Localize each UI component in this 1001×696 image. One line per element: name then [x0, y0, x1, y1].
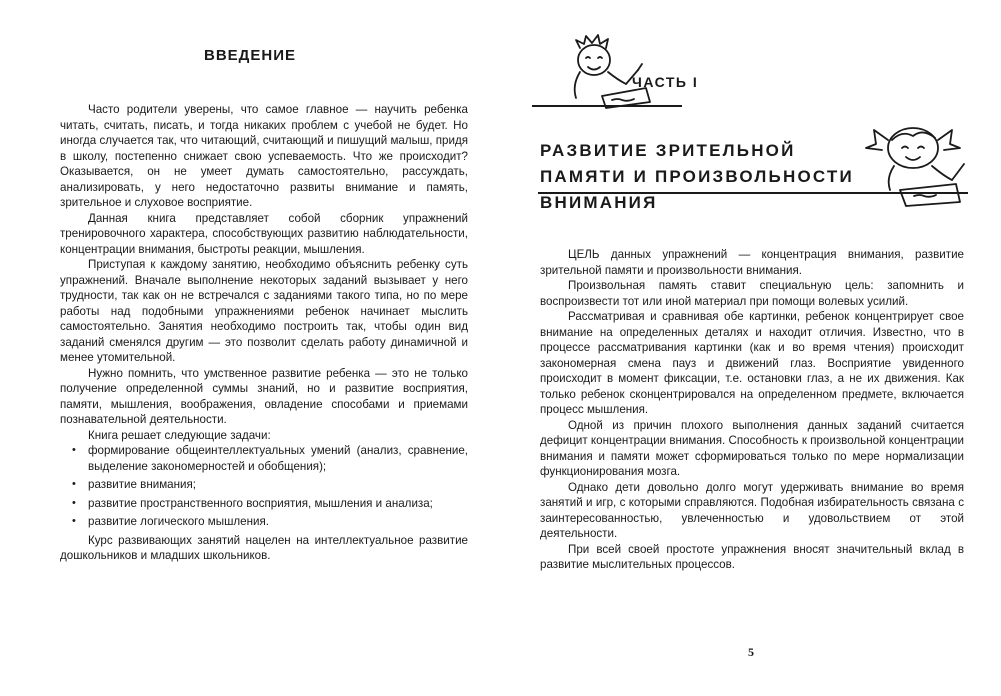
chapter-paragraph: Однако дети довольно долго могут удерживать внимание во время занятий и игр, с которыми справляются. Подобная избирательность связана с заинтересованностью, увлеченностью и удовольствием от этой деятельности.	[540, 480, 964, 540]
chapter-paragraph: Произвольная память ставит специальную цель: запомнить и воспроизвести тот или иной материал при помощи волевых усилий.	[540, 279, 964, 308]
boy-writing-icon	[542, 30, 662, 110]
list-item	[60, 443, 468, 474]
task-text: развитие пространственного восприятия, мышления и анализа;	[88, 496, 433, 510]
part-label: ЧАСТЬ I	[632, 74, 699, 90]
task-text: развитие внимания;	[88, 478, 197, 491]
list-item	[60, 496, 468, 512]
bullet-icon: •	[72, 515, 76, 527]
bullet-icon: •	[72, 496, 76, 509]
part-header	[522, 30, 982, 110]
task-text: развитие логического мышления.	[88, 515, 269, 528]
chapter-paragraph: ЦЕЛЬ данных упражнений — концентрация внимания, развитие зрительной памяти и произвольности внимания.	[540, 248, 964, 277]
list-item	[60, 514, 468, 530]
page-number: 5	[748, 645, 754, 659]
closing-paragraph: Курс развивающих занятий нацелен на интеллектуальное развитие дошкольников и младших школьников.	[60, 533, 468, 562]
intro-paragraph: Приступая к каждому занятию, необходимо объяснить ребенку суть упражнений. Вначале выполнение некоторых заданий вызывает у него трудности, так как он не встречался с заданиями такого типа, но по мере работы над подобными упражнениями ребенок начинает мыслить самостоятельно. Занятия необходимо построить так, чтобы один вид заданий сменялся другим — это позволит сделать работу динамичной и менее утомительной.	[60, 258, 468, 364]
intro-paragraph: Часто родители уверены, что самое главное — научить ребенка читать, считать, писать, и тогда никаких проблем с учебой не будет. Но иногда случается так, что читающий, считающий и пишущий малыш, придя в школу, постепенно снижает свою успеваемость. Что же происходит? Оказывается, он не умеет думать самостоятельно, рассуждать, анализировать, у него недостаточно развиты внимание и память, зрительное и слуховое восприятие.	[60, 103, 468, 209]
introduction-title: ВВЕДЕНИЕ	[204, 47, 296, 64]
chapter-title: РАЗВИТИЕ ЗРИТЕЛЬНОЙ ПАМЯТИ И ПРОИЗВОЛЬНОСТИ ВНИМАНИЯ	[540, 141, 854, 212]
chapter-paragraph: Рассматривая и сравнивая обе картинки, ребенок концентрирует свое внимание на определенных деталях и находит отличия. Известно, что в процессе рассматривания картинки (как и во время чтения) происходит закономерная смена пауз и движений глаз. Восприятие увиденного происходит в момент фиксации, т.е. остановки глаз, а не их движения. Как только ребенок сконцентрировался на определенном предмете, включается процесс мышления.	[540, 310, 964, 416]
left-page	[0, 0, 500, 696]
bullet-icon: •	[72, 478, 76, 490]
chapter-body	[540, 247, 964, 573]
tasks-intro: Книга решает следующие задачи:	[88, 428, 271, 442]
intro-paragraph: Данная книга представляет собой сборник упражнений тренировочного характера, способствующих развитию наблюдательности, концентрации внимания, быстроты реакции, мышления.	[60, 211, 468, 256]
girl-writing-icon	[860, 118, 970, 208]
intro-paragraph: Нужно помнить, что умственное развитие ребенка — это не только получение определенной суммы знаний, но и развитие восприятия, памяти, мышления, воображения, овладение способами и приемами познавательной деятельности.	[60, 366, 468, 426]
chapter-paragraph: Одной из причин плохого выполнения данных заданий считается дефицит концентрации внимания. Способность к произвольной концентрации внимания и памяти может сформироваться только по мере нормализации функционирования мозга.	[540, 418, 964, 478]
right-page	[500, 0, 1001, 696]
task-text: формирование общеинтеллектуальных умений (анализ, сравнение, выделение закономерностей и обобщения);	[88, 444, 468, 473]
part-underline	[532, 105, 682, 107]
bullet-icon: •	[72, 444, 76, 456]
tasks-list	[60, 443, 468, 530]
list-item	[60, 477, 468, 493]
chapter-paragraph: При всей своей простоте упражнения вносят значительный вклад в развитие мыслительных процессов.	[540, 542, 964, 571]
introduction-body	[60, 102, 468, 564]
